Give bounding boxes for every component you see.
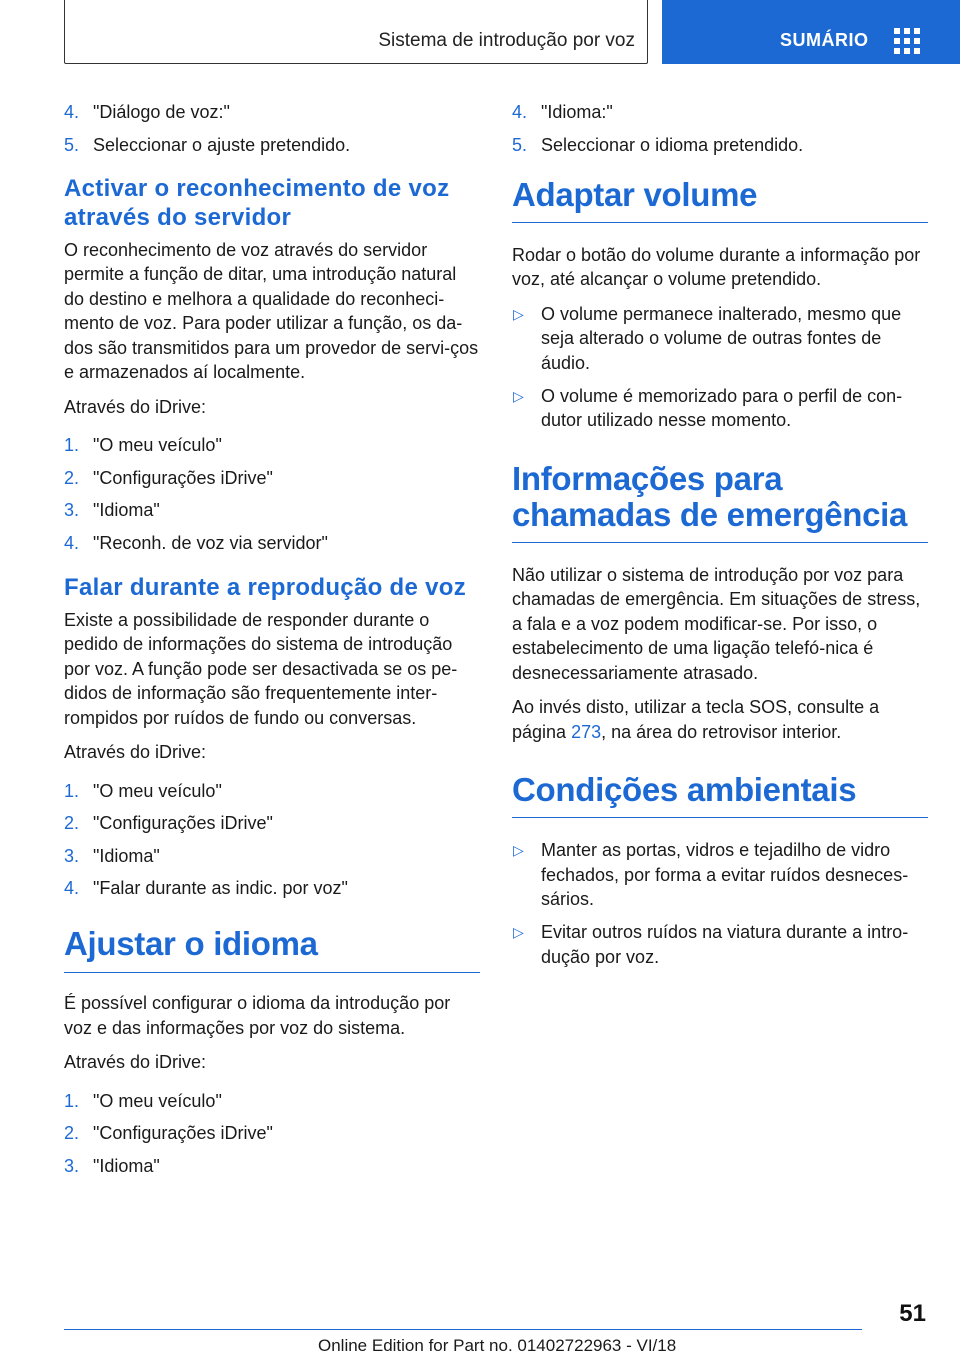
list-item: 1. "O meu veículo" — [64, 435, 222, 455]
chapter-heading-block — [512, 772, 928, 818]
list-item: ▷ Manter as portas, vidros e tejadilho de vidro fechados, por forma a evitar ruídos desneces-sários. — [513, 840, 909, 909]
list-item: 5. Seleccionar o idioma pretendido. — [512, 134, 804, 155]
list-item: 1. "O meu veículo" — [64, 780, 222, 801]
list-item: ▷ O volume é memorizado para o perfil de con-dutor utilizado nesse momento. — [513, 385, 903, 430]
triangle-bullet-icon: ▷ — [513, 305, 524, 322]
list-item: 4. "Reconh. de voz via servidor" — [64, 532, 328, 553]
grid-icon — [894, 28, 920, 54]
paragraph: É possível configurar o idioma da introdução por voz e das informações por voz do sistema. — [64, 993, 451, 1038]
paragraph: Rodar o botão do volume durante a informação por voz, até alcançar o volume pretendido. — [512, 244, 921, 289]
header-section-box — [64, 0, 648, 64]
list-item: 4. "Diálogo de voz:" — [64, 102, 230, 122]
list-item: 3. "Idioma" — [64, 1155, 160, 1176]
chapter-heading-block — [512, 177, 928, 223]
paragraph: Ao invés disto, utilizar a tecla SOS, consulte a página 273, na área do retrovisor interior. — [512, 697, 880, 742]
bullet-list — [512, 302, 928, 433]
page-reference-link[interactable]: 273 — [571, 721, 602, 742]
chapter-heading-block — [64, 926, 480, 973]
list-item: 2. "Configurações iDrive" — [64, 467, 273, 488]
list-item: 4. "Idioma:" — [512, 102, 613, 122]
steps-list — [64, 433, 480, 555]
chapter-heading: Informações para chamadas de emergência — [512, 459, 908, 533]
steps-list — [64, 779, 480, 901]
summary-button[interactable] — [662, 0, 960, 64]
list-item: 5. Seleccionar o ajuste pretendido. — [64, 134, 351, 155]
steps-list — [64, 1089, 480, 1178]
page-number: 51 — [899, 1300, 926, 1327]
chapter-heading: Adaptar volume — [512, 175, 758, 213]
triangle-bullet-icon: ▷ — [513, 387, 524, 404]
bullet-list — [512, 838, 928, 969]
chapter-heading: Ajustar o idioma — [64, 925, 318, 962]
right-column — [512, 100, 928, 978]
chapter-heading-block — [512, 461, 928, 543]
paragraph: Não utilizar o sistema de introdução por voz para chamadas de emergência. Em situações de stress, a fala e a voz podem modificar-se. Por isso, o estabelecimento de uma ligação telefó-nica é desnecessariamente atrasado. — [512, 564, 921, 683]
paragraph: Através do iDrive: — [64, 396, 207, 417]
summary-label: SUMÁRIO — [780, 30, 869, 50]
triangle-bullet-icon: ▷ — [513, 924, 524, 940]
paragraph: Existe a possibilidade de responder durante o pedido de informações do sistema de introdução por voz. A função pode ser desactivada se os pe-didos de informação são frequentemente inter-rompidos por ruídos de fundo ou conversas. — [64, 609, 458, 728]
paragraph: Através do iDrive: — [64, 742, 207, 762]
paragraph: Através do iDrive: — [64, 1052, 207, 1072]
section-title: Sistema de introdução por voz — [378, 30, 635, 51]
steps-list — [512, 100, 928, 157]
chapter-heading: Condições ambientais — [512, 771, 857, 808]
edition-note: Online Edition for Part no. 01402722963 - VI/18 — [318, 1336, 677, 1355]
section-heading: Falar durante a reprodução de voz — [64, 573, 466, 601]
list-item: 2. "Configurações iDrive" — [64, 1123, 273, 1143]
list-item: ▷ O volume permanece inalterado, mesmo que seja alterado o volume de outras fontes de áudio. — [513, 303, 902, 373]
list-item: 2. "Configurações iDrive" — [64, 813, 273, 833]
list-item: 4. "Falar durante as indic. por voz" — [64, 878, 348, 898]
footer-divider — [64, 1329, 862, 1330]
left-column — [64, 100, 480, 1186]
list-item: 3. "Idioma" — [64, 845, 160, 866]
triangle-bullet-icon: ▷ — [513, 842, 524, 858]
steps-list — [64, 100, 480, 157]
paragraph: O reconhecimento de voz através do servidor permite a função de ditar, uma introdução natural do destino e melhora a qualidade do reconheci-mento de voz. Para poder utilizar a função, os da-dos são transmitidos para um provedor de servi-ços e armazenados aí localmente. — [64, 239, 479, 382]
list-item: 1. "O meu veículo" — [64, 1090, 222, 1111]
list-item: ▷ Evitar outros ruídos na viatura durante a intro-dução por voz. — [513, 922, 909, 967]
list-item: 3. "Idioma" — [64, 500, 160, 520]
section-heading: Activar o reconhecimento de voz através do servidor — [64, 174, 450, 231]
